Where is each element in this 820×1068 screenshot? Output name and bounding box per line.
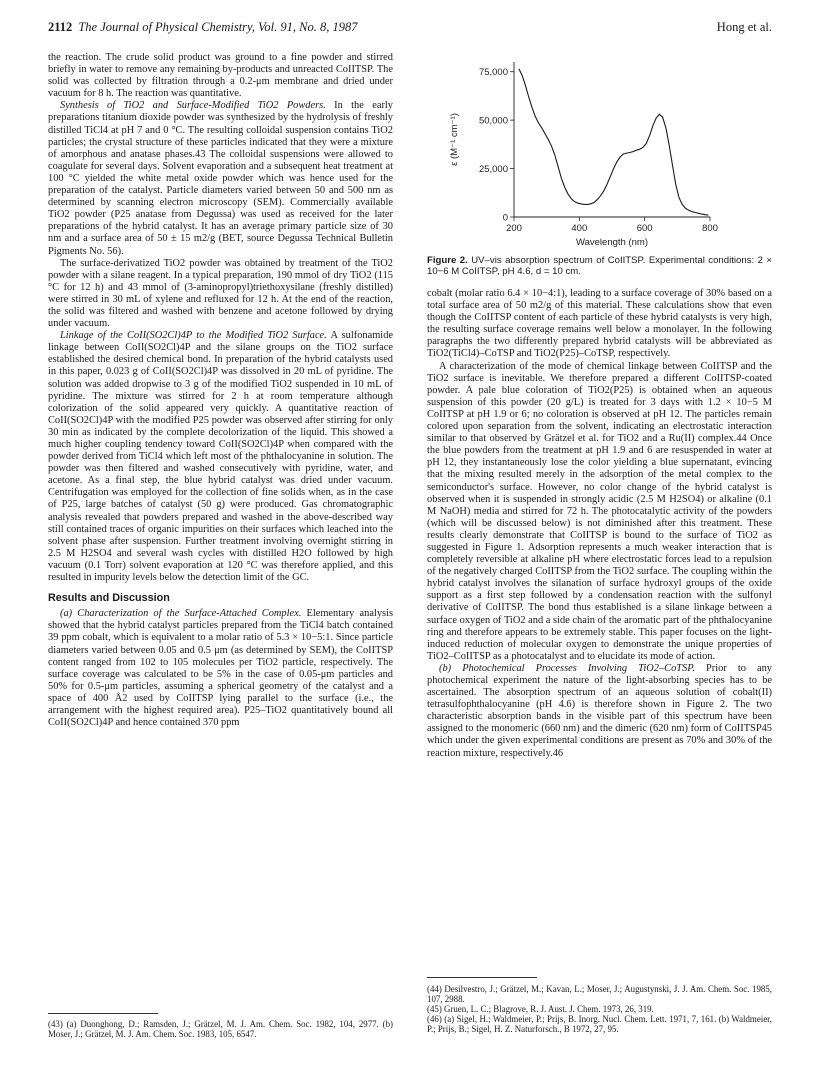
- paragraph: [48, 608, 393, 729]
- footnotes-right: [427, 984, 772, 1034]
- run-in-heading: (a) Characterization of the Surface-Attached Complex.: [60, 608, 302, 620]
- header-left: [48, 20, 357, 35]
- header-authors: Hong et al.: [716, 20, 772, 34]
- x-ticks: [506, 217, 718, 234]
- absorption-spectrum-chart: [427, 54, 772, 252]
- page-number: 2112: [48, 20, 73, 34]
- paragraph: [427, 663, 772, 760]
- footnote-divider: [48, 1013, 158, 1014]
- footnotes-left: [48, 1019, 393, 1039]
- paragraph: A characterization of the mode of chemical linkage between CoIITSP and the TiO2 surface is inevitable. We therefore prepared a different CoIITSP-coated powder. A pale blue coloration of TiO2(P25) is obtained when an aqueous suspension of this powder (20 g/L) is treated for 3 days with 1.2 × 10−5 M CoIITSP at pH 1.9 or 6; no coloration is observed at pH 12. The particles remain colored upon separation from the solvent, indicating an electrostatic interaction similar to that observed by Grätzel et al. for TiO2 and a Ru(II) complex.44 Once the blue powders from the treatment at pH 1.9 and 6 are resuspended in water at pH 12, they instantaneously lose the color yielding a blue supernatant, evincing that the mixing resulted merely in the adsorption of the metal complex to the semiconductor's surface. However, no color change of the hybrid catalyst is observed when it is suspended in strongly acidic (2.5 M H2SO4) or alkaline (0.1 M NaOH) media and stirred for 72 h. The photocatalytic activity of the powders (which will be discussed below) is not diminished after this treatment. These results clearly demonstrate that CoIITSP is bound to the surface of TiO2 as suggested in Figure 1. Adsorption represents a much weaker interaction that is completely reversible at alkaline pH where electrostatic forces lead to a repulsion of the negatively charged CoIITSP from the TiO2 surface. The coupling within the hybrid catalyst involves the silanation of surface hydroxyl groups of the oxide support as a first step followed by a condensation reaction with the sulfonyl derivative of CoIITSP. The bond thus established is a silane linkage between a surface oxygen of TiO2 and a side chain of the aromatic part of the phthalocyanine ring and therefore appears to be extremely stable. This paper focuses on the light-induced reduction of molecular oxygen to demonstrate the unique properties of TiO2–CoIITSP as a photocatalyst and to elucidate its mode of action.: [427, 360, 772, 662]
- running-header: [48, 20, 772, 38]
- caption-text: UV–vis absorption spectrum of CoIITSP. Experimental conditions: 2 × 10−6 M CoIITSP, pH 4.6, d = 10 cm.: [427, 255, 773, 277]
- x-axis-label: Wavelength (nm): [576, 237, 648, 248]
- paragraph: the reaction. The crude solid product was ground to a fine powder and stirred briefly in water to remove any remaining by-products and unreacted CoIITSP. The solid was collected by filtration through a 0.2-μm membrane and dried under vacuum for 8 h. The reaction was quantitative.: [48, 52, 393, 100]
- paragraph: The surface-derivatized TiO2 powder was obtained by treatment of the TiO2 powder with a silane reagent. In a typical preparation, 190 mmol of dry TiO2 (115 °C for 12 h) and 43 mmol of (3-aminopropyl)triethoxysilane (freshly distilled) were stirred in 30 mL of xylene and refluxed for 12 h. At the end of the reaction, the solid was filtered and washed with benzene and acetone followed by drying under vacuum.: [48, 257, 393, 330]
- figure-caption: [427, 255, 772, 277]
- paragraph-body: A sulfonamide linkage between CoII(SO2Cl)4P and the silane groups on the TiO2 surface established the desired chemical bond. In preparation of the hybrid catalysts used in this paper, 0.023 g of CoII(SO2Cl)4P was dissolved in 20 mL of pyridine. The solution was added dropwise to 3 g of the modified TiO2 suspended in 10 mL of pyridine. The mixture was stirred for 2 h at room temperature although colorization of the solid appeared very quickly. A quantitative reaction of CoII(SO2Cl)4P with the modified P25 powder was observed after stirring for only 30 min as indicated by the complete decolorization of the liquid. This showed a much higher coupling tendency toward CoII(SO2Cl)4P when compared with the powder derived from TiCl4 which left most of the phthalocyanine in solution. The powder was then filtered and washed consecutively with pyridine, water, and acetone. As a final step, the blue hybrid catalyst was dried under vacuum. Centrifugation was employed for the collection of fine solids when, as in the case of P25, large batches of catalyst (50 g) were produced. Gas chromatographic analysis revealed that powders prepared and washed in the above-described way still contained traces of organic impurities on their surfaces which leached into the solvent phase after suspension. Further treatment involving overnight stirring in 2.5 M H2SO4 and several wash cycles with distilled H2O followed by high vacuum (0.1 Torr) solvent evaporation at 120 °C was therefore applied, and this resulted in impurity levels below the detection limit of the GC.: [48, 330, 394, 584]
- footnote-divider: [427, 977, 537, 978]
- footnote: (46) (a) Sigel, H.; Waldmeier, P.; Prijs, B. Inorg. Nucl. Chem. Lett. 1971, 7, 161. (b) Waldmeier, P.; Prijs, B.; Sigel, H. Z. Naturforsch., B 1972, 27, 95.: [427, 1014, 772, 1034]
- caption-label: Figure 2.: [427, 255, 468, 266]
- run-in-heading: Linkage of the CoII(SO2Cl)4P to the Modified TiO2 Surface.: [60, 330, 327, 342]
- paragraph: [48, 330, 393, 584]
- y-tick-label: 25,000: [478, 164, 508, 176]
- y-tick-label: 75,000: [478, 67, 508, 79]
- spectrum-line: [519, 69, 709, 215]
- paragraph-body: In the early preparations titanium dioxide powder was synthesized by the hydrolysis of freshly distilled TiCl4 at pH 7 and 0 °C. The resulting colloidal suspension contains TiO2 particles; the crystal structure of these particles indicated that they were a mixture of amorphous and anatase phases.43 The colloidal suspensions were allowed to coagulate for several days. Solvent evaporation and a subsequent heat treatment at 100 °C yielded the white metal oxide powder which was hence used for the preparation of the catalyst. Particle diameters varied between 50 and 500 nm as determined by scanning electron microscopy (SEM). Commercially available TiO2 powder (P25 anatase from Degussa) was used as received for the later preparations of the hybrid catalyst. It has an average primary particle size of 30 nm and a surface area of 50 ± 15 m2/g (BET, source Degussa Technical Bulletin Pigments No. 56).: [48, 100, 393, 257]
- y-tick-label: 0: [502, 212, 508, 224]
- y-axis-label: ε (M⁻¹ cm⁻¹): [449, 113, 460, 166]
- x-tick-label: 400: [571, 223, 588, 234]
- left-column: [48, 52, 393, 1052]
- y-ticks: [479, 67, 514, 223]
- x-tick-label: 800: [702, 223, 718, 234]
- x-tick-label: 200: [506, 223, 522, 234]
- run-in-heading: (b) Photochemical Processes Involving TiO2–CoTSP.: [439, 662, 695, 674]
- y-tick-label: 50,000: [478, 115, 508, 127]
- section-heading: Results and Discussion: [48, 592, 170, 605]
- journal-citation: The Journal of Physical Chemistry, Vol. 91, No. 8, 1987: [78, 20, 358, 34]
- paragraph-body: Prior to any photochemical experiment the nature of the light-absorbing species has to be ascertained. The absorption spectrum of an aqueous solution of cobalt(II) tetrasulfophthalocyanine (pH 4.6) is therefore shown in Figure 2. The two characteristic absorption bands in the visible part of this spectrum have been assigned to the monomeric (660 nm) and the dimeric (620 nm) form of CoIITSP45 which under the given experimental conditions are present as 70% and 30% of the reaction mixture, respectively.46: [427, 662, 772, 759]
- footnote: (43) (a) Duonghong, D.; Ramsden, J.; Grätzel, M. J. Am. Chem. Soc. 1982, 104, 2977. (b) Moser, J.; Grätzel, M. J. Am. Chem. Soc. 1983, 105, 6547.: [48, 1019, 393, 1039]
- paragraph: [48, 100, 393, 257]
- x-tick-label: 600: [636, 223, 653, 234]
- footnote: (45) Gruen, L. C.; Blagrove, R. J. Aust. J. Chem. 1973, 26, 319.: [427, 1004, 654, 1014]
- paragraph: cobalt (molar ratio 6.4 × 10−4:1), leading to a surface coverage of 30% based on a total surface area of 50 m2/g of this material. These calculations show that even though the CoIITSP content of each particle of these hybrid catalysts is very high, the resulting surface coverage remains well below a monolayer. In the following paragraphs the two differently prepared hybrid catalysts will be abbreviated as TiO2(TiCl4)–CoTSP and TiO2(P25)–CoTSP, respectively.: [427, 288, 772, 360]
- right-column: [427, 288, 772, 760]
- chart-axes: [514, 62, 710, 217]
- figure-2: [427, 54, 772, 284]
- paragraph-body: Elementary analysis showed that the hybrid catalyst particles prepared from the TiCl4 batch contained 39 ppm cobalt, which is equivalent to a molar ratio of 5.3 × 10−5:1. Since particle diameters varied between 0.05 and 0.5 μm (as determined by SEM), the CoIITSP content ranged from 102 to 105 molecules per TiO2 particle, respectively. The surface coverage was calculated to be 5% in the case of 0.05-μm particles and 50% for 0.5-μm particles, assuming a spherical geometry of the catalyst and a space of 400 Å2 used by CoIITSP lying parallel to the surface (i.e., the arrangement with the highest required area). P25–TiO2 quantitatively bound all CoII(SO2Cl)4P and hence contained 370 ppm: [48, 608, 393, 729]
- run-in-heading: Synthesis of TiO2 and Surface-Modified TiO2 Powders.: [60, 100, 326, 112]
- footnote: (44) Desilvestro, J.; Grätzel, M.; Kavan, L.; Moser, J.; Augustynski, J. J. Am. Chem. Soc. 1985, 107, 2988.: [427, 984, 772, 1004]
